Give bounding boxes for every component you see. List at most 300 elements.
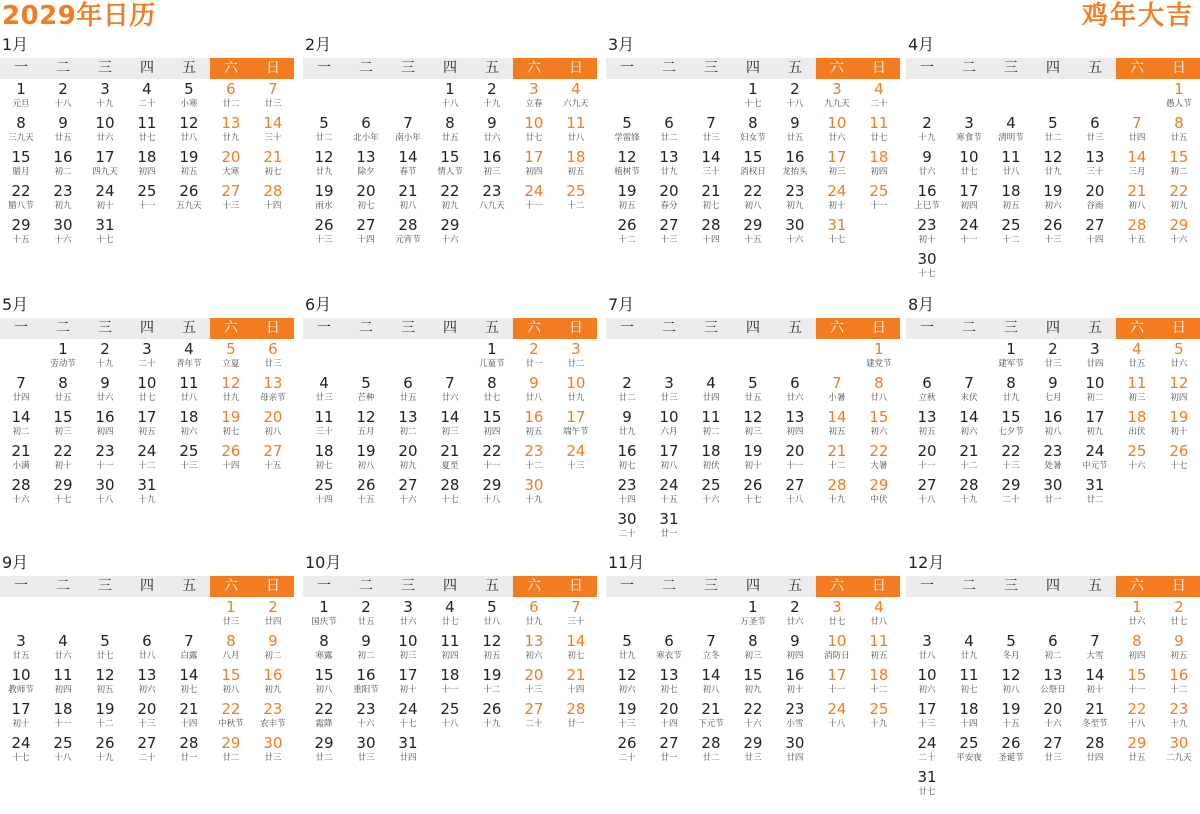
day-number: 12 bbox=[95, 666, 115, 684]
lunar-label: 初七 bbox=[315, 461, 333, 471]
weekday-header bbox=[906, 318, 1200, 339]
lunar-label: 廿七 bbox=[828, 617, 846, 627]
day-number: 22 bbox=[221, 700, 241, 718]
lunar-label: 十四 bbox=[264, 201, 282, 211]
lunar-label: 圣诞节 bbox=[998, 753, 1024, 763]
weekday-label: 一 bbox=[906, 318, 948, 339]
lunar-label: 初八 bbox=[399, 201, 417, 211]
day-cell bbox=[906, 767, 948, 801]
month-title: 8月 bbox=[908, 295, 935, 314]
day-number: 7 bbox=[706, 114, 716, 132]
weekday-label: 五 bbox=[168, 576, 210, 597]
day-number: 31 bbox=[917, 768, 937, 786]
lunar-label: 十七 bbox=[918, 269, 936, 279]
empty-cell bbox=[906, 597, 948, 631]
lunar-label: 十八 bbox=[54, 753, 72, 763]
empty-cell bbox=[345, 79, 387, 113]
lunar-label: 十三 bbox=[1044, 235, 1062, 245]
weekday-header bbox=[303, 318, 597, 339]
lunar-label: 初四 bbox=[54, 685, 72, 695]
weekday-label: 三 bbox=[387, 318, 429, 339]
weekday-label: 六 bbox=[1116, 318, 1158, 339]
day-number: 20 bbox=[263, 408, 283, 426]
day-number: 9 bbox=[58, 114, 68, 132]
day-number: 7 bbox=[964, 374, 974, 392]
day-number: 18 bbox=[53, 700, 73, 718]
lunar-label: 十二 bbox=[525, 461, 543, 471]
day-cell bbox=[816, 475, 858, 509]
day-number: 20 bbox=[1043, 700, 1063, 718]
day-number: 30 bbox=[356, 734, 376, 752]
lunar-label: 廿一 bbox=[1044, 495, 1062, 505]
day-number: 11 bbox=[137, 114, 157, 132]
lunar-label: 十六 bbox=[399, 495, 417, 505]
day-number: 28 bbox=[179, 734, 199, 752]
weekday-label: 日 bbox=[555, 576, 597, 597]
lunar-label: 廿五 bbox=[441, 133, 459, 143]
day-cell bbox=[42, 373, 84, 407]
lunar-label: 十一 bbox=[483, 461, 501, 471]
day-number: 23 bbox=[482, 182, 502, 200]
day-number: 11 bbox=[701, 408, 721, 426]
lunar-label: 芒种 bbox=[357, 393, 375, 403]
day-cell bbox=[690, 441, 732, 475]
day-number: 29 bbox=[1127, 734, 1147, 752]
lunar-label: 十四 bbox=[960, 719, 978, 729]
day-number: 5 bbox=[1174, 340, 1184, 358]
lunar-label: 冬至节 bbox=[1082, 719, 1108, 729]
day-number: 23 bbox=[263, 700, 283, 718]
day-number: 2 bbox=[529, 340, 539, 358]
lunar-label: 初八 bbox=[1044, 427, 1062, 437]
lunar-label: 初四 bbox=[1128, 651, 1146, 661]
day-number: 1 bbox=[1006, 340, 1016, 358]
day-number: 6 bbox=[1090, 114, 1100, 132]
day-cell bbox=[126, 733, 168, 767]
day-cell bbox=[732, 475, 774, 509]
lunar-label: 中伏 bbox=[870, 495, 888, 505]
day-cell bbox=[1158, 181, 1200, 215]
day-cell bbox=[303, 699, 345, 733]
day-number: 21 bbox=[827, 442, 847, 460]
day-number: 11 bbox=[566, 114, 586, 132]
lunar-label: 初五 bbox=[180, 167, 198, 177]
day-cell bbox=[42, 215, 84, 249]
day-number: 6 bbox=[361, 114, 371, 132]
day-grid bbox=[606, 79, 900, 249]
weekday-label: 一 bbox=[0, 318, 42, 339]
day-number: 22 bbox=[1127, 700, 1147, 718]
day-number: 26 bbox=[314, 216, 334, 234]
day-number: 10 bbox=[11, 666, 31, 684]
day-number: 8 bbox=[1132, 632, 1142, 650]
lunar-label: 二十 bbox=[138, 359, 156, 369]
day-number: 9 bbox=[268, 632, 278, 650]
day-number: 31 bbox=[95, 216, 115, 234]
month-block bbox=[606, 34, 900, 296]
day-cell bbox=[429, 597, 471, 631]
lunar-label: 初九 bbox=[441, 201, 459, 211]
lunar-label: 初十 bbox=[12, 719, 30, 729]
day-cell bbox=[648, 407, 690, 441]
day-cell bbox=[471, 181, 513, 215]
day-number: 13 bbox=[137, 666, 157, 684]
day-cell bbox=[690, 699, 732, 733]
day-number: 1 bbox=[748, 80, 758, 98]
lunar-label: 初二 bbox=[1170, 167, 1188, 177]
day-number: 15 bbox=[482, 408, 502, 426]
day-number: 21 bbox=[1127, 182, 1147, 200]
day-number: 29 bbox=[743, 734, 763, 752]
lunar-label: 愚人节 bbox=[1166, 99, 1192, 109]
lunar-label: 端午节 bbox=[563, 427, 589, 437]
day-cell bbox=[1032, 475, 1074, 509]
weekday-label: 日 bbox=[1158, 576, 1200, 597]
day-number: 13 bbox=[524, 632, 544, 650]
day-number: 29 bbox=[11, 216, 31, 234]
day-number: 1 bbox=[874, 340, 884, 358]
day-cell bbox=[1116, 215, 1158, 249]
day-cell bbox=[948, 475, 990, 509]
weekday-label: 二 bbox=[948, 318, 990, 339]
month-block bbox=[606, 294, 900, 556]
weekday-label: 三 bbox=[990, 318, 1032, 339]
lunar-label: 十一 bbox=[828, 685, 846, 695]
day-number: 20 bbox=[137, 700, 157, 718]
day-cell bbox=[0, 181, 42, 215]
day-cell bbox=[303, 475, 345, 509]
day-cell bbox=[303, 181, 345, 215]
day-cell bbox=[303, 665, 345, 699]
day-number: 8 bbox=[874, 374, 884, 392]
weekday-label: 六 bbox=[513, 576, 555, 597]
day-cell bbox=[648, 113, 690, 147]
day-number: 17 bbox=[566, 408, 586, 426]
day-number: 14 bbox=[1085, 666, 1105, 684]
weekday-label: 三 bbox=[690, 318, 732, 339]
day-number: 19 bbox=[179, 148, 199, 166]
day-number: 7 bbox=[832, 374, 842, 392]
lunar-label: 十五 bbox=[12, 235, 30, 245]
day-number: 9 bbox=[790, 632, 800, 650]
day-cell bbox=[210, 79, 252, 113]
day-cell bbox=[387, 181, 429, 215]
day-cell bbox=[84, 113, 126, 147]
lunar-label: 初五 bbox=[567, 167, 585, 177]
day-number: 20 bbox=[221, 148, 241, 166]
day-cell bbox=[0, 407, 42, 441]
lunar-label: 廿四 bbox=[1128, 133, 1146, 143]
day-number: 26 bbox=[1169, 442, 1189, 460]
weekday-label: 日 bbox=[555, 318, 597, 339]
day-number: 7 bbox=[16, 374, 26, 392]
day-number: 24 bbox=[1085, 442, 1105, 460]
weekday-label: 一 bbox=[0, 576, 42, 597]
day-number: 12 bbox=[221, 374, 241, 392]
empty-cell bbox=[387, 339, 429, 373]
lunar-label: 廿三 bbox=[702, 133, 720, 143]
lunar-label: 十四 bbox=[660, 719, 678, 729]
day-number: 21 bbox=[701, 700, 721, 718]
day-number: 27 bbox=[263, 442, 283, 460]
day-cell bbox=[471, 631, 513, 665]
day-number: 15 bbox=[1127, 666, 1147, 684]
day-number: 21 bbox=[959, 442, 979, 460]
lunar-label: 十五 bbox=[357, 495, 375, 505]
day-number: 8 bbox=[487, 374, 497, 392]
empty-cell bbox=[42, 597, 84, 631]
lunar-label: 二十 bbox=[618, 529, 636, 539]
day-cell bbox=[816, 113, 858, 147]
lunar-label: 初五 bbox=[618, 201, 636, 211]
lunar-label: 五月 bbox=[357, 427, 375, 437]
lunar-label: 十二 bbox=[567, 201, 585, 211]
day-cell bbox=[168, 441, 210, 475]
lunar-label: 初七 bbox=[618, 461, 636, 471]
day-cell bbox=[858, 407, 900, 441]
day-cell bbox=[252, 665, 294, 699]
day-cell bbox=[948, 407, 990, 441]
lunar-label: 下元节 bbox=[698, 719, 724, 729]
day-cell bbox=[252, 181, 294, 215]
day-cell bbox=[906, 699, 948, 733]
lunar-label: 十一 bbox=[54, 719, 72, 729]
day-cell bbox=[429, 147, 471, 181]
day-number: 31 bbox=[137, 476, 157, 494]
day-number: 10 bbox=[959, 148, 979, 166]
day-number: 5 bbox=[487, 598, 497, 616]
day-cell bbox=[387, 597, 429, 631]
lunar-label: 龙抬头 bbox=[782, 167, 808, 177]
lunar-label: 廿六 bbox=[54, 651, 72, 661]
weekday-label: 日 bbox=[252, 576, 294, 597]
lunar-label: 二十 bbox=[918, 753, 936, 763]
day-number: 18 bbox=[314, 442, 334, 460]
day-cell bbox=[126, 441, 168, 475]
lunar-label: 初八 bbox=[222, 685, 240, 695]
day-number: 24 bbox=[95, 182, 115, 200]
lunar-label: 谷雨 bbox=[1086, 201, 1104, 211]
empty-cell bbox=[690, 79, 732, 113]
day-number: 21 bbox=[701, 182, 721, 200]
empty-cell bbox=[606, 339, 648, 373]
day-number: 16 bbox=[263, 666, 283, 684]
weekday-label: 五 bbox=[471, 318, 513, 339]
day-cell bbox=[42, 339, 84, 373]
day-cell bbox=[1074, 373, 1116, 407]
lunar-label: 初九 bbox=[786, 201, 804, 211]
day-number: 8 bbox=[319, 632, 329, 650]
weekday-label: 四 bbox=[732, 576, 774, 597]
weekday-label: 日 bbox=[858, 318, 900, 339]
day-number: 24 bbox=[137, 442, 157, 460]
day-number: 2 bbox=[922, 114, 932, 132]
day-cell bbox=[990, 441, 1032, 475]
day-number: 3 bbox=[403, 598, 413, 616]
day-cell bbox=[210, 147, 252, 181]
day-number: 12 bbox=[617, 666, 637, 684]
lunar-label: 十一 bbox=[870, 201, 888, 211]
day-cell bbox=[1032, 339, 1074, 373]
day-number: 19 bbox=[221, 408, 241, 426]
lunar-label: 廿七 bbox=[138, 393, 156, 403]
day-cell bbox=[1158, 665, 1200, 699]
day-number: 25 bbox=[1001, 216, 1021, 234]
lunar-label: 初三 bbox=[399, 651, 417, 661]
day-cell bbox=[1074, 339, 1116, 373]
day-cell bbox=[126, 181, 168, 215]
day-cell bbox=[252, 407, 294, 441]
day-cell bbox=[471, 699, 513, 733]
lunar-label: 二九天 bbox=[1166, 753, 1192, 763]
weekday-label: 日 bbox=[555, 58, 597, 79]
weekday-label: 五 bbox=[1074, 576, 1116, 597]
lunar-label: 十九 bbox=[96, 99, 114, 109]
day-cell bbox=[126, 699, 168, 733]
lunar-label: 初六 bbox=[1044, 201, 1062, 211]
weekday-label: 五 bbox=[168, 318, 210, 339]
lunar-label: 初八 bbox=[702, 685, 720, 695]
lunar-label: 腊月 bbox=[12, 167, 30, 177]
empty-cell bbox=[1032, 597, 1074, 631]
day-number: 27 bbox=[398, 476, 418, 494]
day-number: 24 bbox=[524, 182, 544, 200]
month-title: 12月 bbox=[908, 553, 945, 572]
day-cell bbox=[555, 113, 597, 147]
day-number: 2 bbox=[100, 340, 110, 358]
day-number: 20 bbox=[917, 442, 937, 460]
lunar-label: 初十 bbox=[96, 201, 114, 211]
day-cell bbox=[471, 339, 513, 373]
lunar-label: 廿二 bbox=[618, 393, 636, 403]
day-number: 22 bbox=[314, 700, 334, 718]
lunar-label: 初二 bbox=[357, 651, 375, 661]
day-number: 22 bbox=[11, 182, 31, 200]
weekday-label: 四 bbox=[126, 58, 168, 79]
lunar-label: 初八 bbox=[1128, 201, 1146, 211]
lunar-label: 十四 bbox=[222, 461, 240, 471]
lunar-label: 建党节 bbox=[866, 359, 892, 369]
day-cell bbox=[84, 373, 126, 407]
day-cell bbox=[858, 113, 900, 147]
day-number: 17 bbox=[917, 700, 937, 718]
day-cell bbox=[948, 147, 990, 181]
day-number: 3 bbox=[571, 340, 581, 358]
day-number: 10 bbox=[566, 374, 586, 392]
weekday-label: 三 bbox=[84, 58, 126, 79]
day-number: 13 bbox=[1043, 666, 1063, 684]
lunar-label: 学雷锋 bbox=[614, 133, 640, 143]
lunar-label: 小寒 bbox=[180, 99, 198, 109]
day-cell bbox=[858, 79, 900, 113]
day-number: 7 bbox=[184, 632, 194, 650]
day-cell bbox=[303, 631, 345, 665]
day-number: 27 bbox=[137, 734, 157, 752]
day-cell bbox=[0, 113, 42, 147]
day-cell bbox=[1074, 733, 1116, 767]
day-number: 13 bbox=[785, 408, 805, 426]
day-number: 20 bbox=[524, 666, 544, 684]
lunar-label: 十一 bbox=[96, 461, 114, 471]
day-number: 4 bbox=[706, 374, 716, 392]
lunar-label: 初十 bbox=[918, 235, 936, 245]
lunar-label: 初三 bbox=[744, 427, 762, 437]
day-number: 15 bbox=[1169, 148, 1189, 166]
day-cell bbox=[555, 699, 597, 733]
weekday-label: 二 bbox=[42, 318, 84, 339]
lunar-label: 十三 bbox=[222, 201, 240, 211]
day-number: 10 bbox=[827, 632, 847, 650]
day-cell bbox=[1158, 373, 1200, 407]
day-cell bbox=[345, 215, 387, 249]
weekday-label: 三 bbox=[84, 576, 126, 597]
weekday-label: 四 bbox=[126, 318, 168, 339]
lunar-label: 十八 bbox=[483, 495, 501, 505]
day-number: 14 bbox=[398, 148, 418, 166]
day-number: 24 bbox=[659, 476, 679, 494]
empty-cell bbox=[906, 339, 948, 373]
day-number: 15 bbox=[314, 666, 334, 684]
lunar-label: 廿八 bbox=[525, 393, 543, 403]
lunar-label: 初十 bbox=[744, 461, 762, 471]
day-cell bbox=[0, 441, 42, 475]
day-number: 16 bbox=[1043, 408, 1063, 426]
lunar-label: 劳动节 bbox=[50, 359, 76, 369]
day-cell bbox=[990, 147, 1032, 181]
day-number: 10 bbox=[137, 374, 157, 392]
day-cell bbox=[429, 373, 471, 407]
day-number: 28 bbox=[701, 734, 721, 752]
day-number: 27 bbox=[524, 700, 544, 718]
day-cell bbox=[84, 79, 126, 113]
weekday-label: 四 bbox=[429, 576, 471, 597]
lunar-label: 廿八 bbox=[567, 133, 585, 143]
empty-cell bbox=[774, 339, 816, 373]
lunar-label: 初四 bbox=[138, 167, 156, 177]
lunar-label: 平安夜 bbox=[956, 753, 982, 763]
day-cell bbox=[1158, 597, 1200, 631]
lunar-label: 十九 bbox=[483, 719, 501, 729]
day-cell bbox=[690, 475, 732, 509]
lunar-label: 初九 bbox=[1086, 427, 1104, 437]
day-number: 1 bbox=[748, 598, 758, 616]
day-number: 5 bbox=[226, 340, 236, 358]
day-cell bbox=[1032, 441, 1074, 475]
weekday-label: 日 bbox=[252, 318, 294, 339]
day-cell bbox=[168, 733, 210, 767]
day-cell bbox=[1116, 631, 1158, 665]
day-number: 25 bbox=[959, 734, 979, 752]
empty-cell bbox=[648, 597, 690, 631]
day-number: 24 bbox=[11, 734, 31, 752]
day-cell bbox=[513, 597, 555, 631]
day-cell bbox=[816, 699, 858, 733]
day-number: 4 bbox=[874, 598, 884, 616]
day-grid bbox=[0, 339, 294, 509]
day-cell bbox=[906, 147, 948, 181]
day-number: 1 bbox=[226, 598, 236, 616]
lunar-label: 十八 bbox=[54, 99, 72, 109]
lunar-label: 初九 bbox=[54, 201, 72, 211]
empty-cell bbox=[606, 79, 648, 113]
day-number: 17 bbox=[1085, 408, 1105, 426]
day-number: 21 bbox=[263, 148, 283, 166]
lunar-label: 十一 bbox=[918, 461, 936, 471]
weekday-header bbox=[606, 318, 900, 339]
lunar-label: 廿六 bbox=[441, 393, 459, 403]
day-number: 25 bbox=[179, 442, 199, 460]
day-number: 29 bbox=[53, 476, 73, 494]
